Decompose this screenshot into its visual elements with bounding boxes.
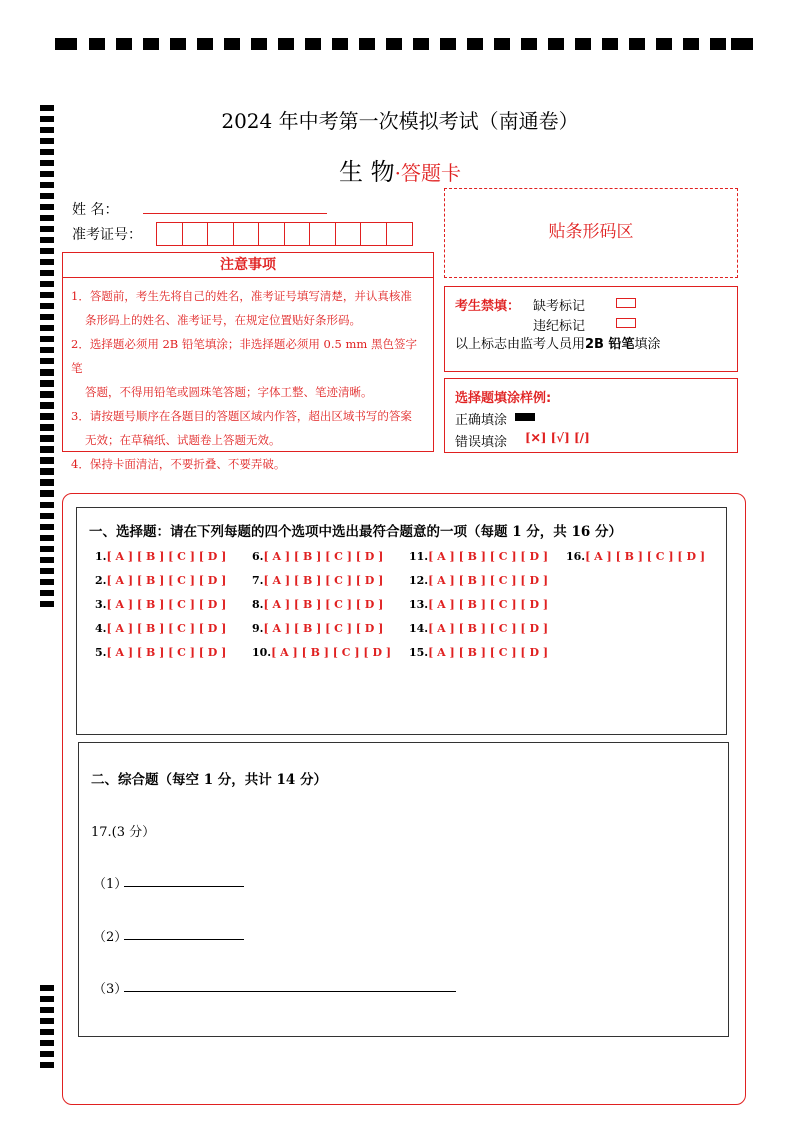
question-item[interactable]: [95, 622, 226, 635]
question-item[interactable]: [252, 622, 383, 635]
question-number: 5.: [95, 646, 107, 659]
notice-line: 答题，不得用铅笔或圆珠笔答题；字体工整、笔迹清晰。: [85, 385, 373, 399]
question-number: 15.: [409, 646, 429, 659]
absent-mark[interactable]: [616, 298, 636, 308]
answer-options[interactable]: [ A ] [ B ] [ C ] [ D ]: [428, 646, 549, 659]
question-item[interactable]: [409, 622, 548, 635]
correct-fill-mark: [515, 413, 535, 421]
answer-options[interactable]: [ A ] [ B ] [ C ] [ D ]: [263, 598, 384, 611]
notice-line: 2．选择题必须用 2B 铅笔填涂；非选择题必须用 0.5 mm 黑色签字笔: [71, 337, 417, 375]
answer-options[interactable]: [ A ] [ B ] [ C ] [ D ]: [585, 550, 706, 563]
question-item[interactable]: [252, 574, 383, 587]
ban-title: 考生禁填：: [455, 299, 521, 314]
ban-note: 以上标志由监考人员用2B 铅笔填涂: [455, 337, 661, 352]
question-item[interactable]: [409, 598, 548, 611]
blank-3-label: （3）: [93, 982, 128, 997]
answer-options[interactable]: [ A ] [ B ] [ C ] [ D ]: [263, 550, 384, 563]
question-item[interactable]: [566, 550, 705, 563]
question-item[interactable]: [252, 598, 383, 611]
question-item[interactable]: [95, 646, 226, 659]
section-comprehensive: [78, 742, 729, 1037]
question-number: 1.: [95, 550, 107, 563]
sample-title: 选择题填涂样例:: [455, 391, 552, 406]
exam-id-boxes[interactable]: [156, 222, 413, 246]
notice-line: 3．请按题号顺序在各题目的答题区域内作答，超出区域书写的答案: [71, 409, 412, 423]
examiner-only-box: [444, 286, 738, 372]
question-number: 9.: [252, 622, 264, 635]
wrong-label: 错误填涂: [455, 435, 508, 450]
question-number: 16.: [566, 550, 586, 563]
blank-2-label: （2）: [93, 930, 128, 945]
question-item[interactable]: [95, 598, 226, 611]
name-field[interactable]: [143, 213, 327, 214]
question-item[interactable]: [409, 646, 548, 659]
name-label: 姓 名：: [72, 202, 119, 218]
answer-options[interactable]: [ A ] [ B ] [ C ] [ D ]: [428, 550, 549, 563]
question-item[interactable]: [252, 646, 391, 659]
answer-options[interactable]: [ A ] [ B ] [ C ] [ D ]: [263, 574, 384, 587]
absent-label: 缺考标记: [533, 299, 586, 314]
blank-1-label: （1）: [93, 877, 128, 892]
notice-line: 1．答题前，考生先将自己的姓名，准考证号填写清楚，并认真核准: [71, 289, 412, 303]
question-item[interactable]: [95, 550, 226, 563]
answer-options[interactable]: [ A ] [ B ] [ C ] [ D ]: [428, 574, 549, 587]
answer-options[interactable]: [ A ] [ B ] [ C ] [ D ]: [271, 646, 392, 659]
question-number: 14.: [409, 622, 429, 635]
notice-title: 注意事项: [63, 253, 433, 278]
question-number: 10.: [252, 646, 272, 659]
answer-options[interactable]: [ A ] [ B ] [ C ] [ D ]: [106, 550, 227, 563]
question-number: 13.: [409, 598, 429, 611]
section1-title: 一、选择题：请在下列每题的四个选项中选出最符合题意的一项（每题 1 分，共 16 分）: [89, 524, 622, 540]
question-number: 3.: [95, 598, 107, 611]
notice-line: 4．保持卡面清洁，不要折叠、不要弄破。: [71, 457, 286, 471]
blank-2-line[interactable]: [124, 939, 244, 940]
question-number: 8.: [252, 598, 264, 611]
notice-line: 无效；在草稿纸、试题卷上答题无效。: [85, 433, 281, 447]
section-multiple-choice: [76, 507, 727, 735]
question-item[interactable]: [95, 574, 226, 587]
question-item[interactable]: [409, 550, 548, 563]
question-number: 12.: [409, 574, 429, 587]
violation-label: 违纪标记: [533, 319, 586, 334]
blank-3-line[interactable]: [124, 991, 456, 992]
question-number: 11.: [409, 550, 429, 563]
section2-title: 二、综合题（每空 1 分，共计 14 分）: [91, 772, 327, 788]
answer-options[interactable]: [ A ] [ B ] [ C ] [ D ]: [428, 598, 549, 611]
question-number: 2.: [95, 574, 107, 587]
question-item[interactable]: [409, 574, 548, 587]
answer-options[interactable]: [ A ] [ B ] [ C ] [ D ]: [428, 622, 549, 635]
page-title: 2024 年中考第一次模拟考试（南通卷）: [221, 109, 579, 133]
blank-1-line[interactable]: [124, 886, 244, 887]
wrong-marks: [✕] [√] [/]: [525, 431, 590, 445]
answer-options[interactable]: [ A ] [ B ] [ C ] [ D ]: [106, 646, 227, 659]
subject-title: [0, 152, 800, 187]
top-timing-marks: [55, 38, 753, 50]
fill-sample-box: [444, 378, 738, 453]
violation-mark[interactable]: [616, 318, 636, 328]
notice-line: 条形码上的姓名、准考证号，在规定位置贴好条形码。: [85, 313, 361, 327]
answer-options[interactable]: [ A ] [ B ] [ C ] [ D ]: [263, 622, 384, 635]
notice-box: [62, 252, 434, 471]
subject-name: 生 物: [339, 158, 395, 186]
question-item[interactable]: [252, 550, 383, 563]
question-number: 4.: [95, 622, 107, 635]
barcode-area: 贴条形码区: [444, 188, 738, 278]
answer-options[interactable]: [ A ] [ B ] [ C ] [ D ]: [106, 622, 227, 635]
answer-options[interactable]: [ A ] [ B ] [ C ] [ D ]: [106, 574, 227, 587]
question-number: 7.: [252, 574, 264, 587]
correct-label: 正确填涂: [455, 413, 508, 428]
id-label: 准考证号：: [72, 227, 142, 243]
card-label: ·答题卡: [394, 161, 461, 185]
question-17-label: 17.(3 分）: [91, 825, 156, 840]
question-number: 6.: [252, 550, 264, 563]
answer-options[interactable]: [ A ] [ B ] [ C ] [ D ]: [106, 598, 227, 611]
